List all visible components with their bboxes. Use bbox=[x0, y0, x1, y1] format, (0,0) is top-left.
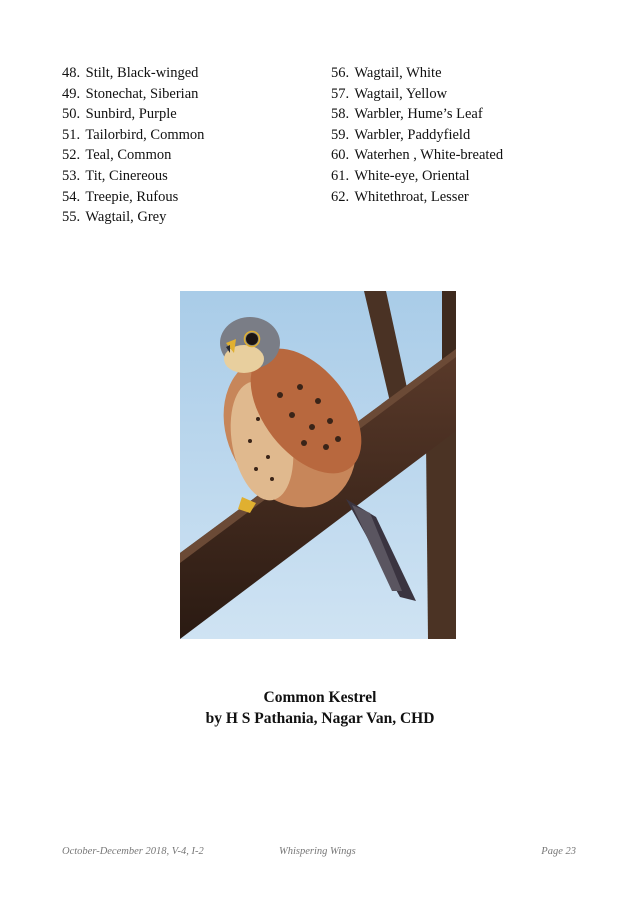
list-item: 61. White-eye, Oriental bbox=[331, 167, 470, 184]
list-item: 48. Stilt, Black-winged bbox=[62, 65, 199, 81]
list-item: 54. Treepie, Rufous bbox=[62, 188, 179, 205]
list-item: 60. Waterhen , White-breated bbox=[331, 147, 504, 164]
list-item: 55. Wagtail, Grey bbox=[62, 209, 167, 226]
species-list-left bbox=[62, 63, 312, 228]
list-item: 49. Stonechat, Siberian bbox=[62, 85, 199, 102]
list-item: 56. Wagtail, White bbox=[331, 65, 442, 81]
footer-issue: October-December 2018, V-4, I-2 bbox=[62, 846, 204, 857]
list-item: 59. Warbler, Paddyfield bbox=[331, 126, 471, 143]
photo-caption bbox=[0, 687, 640, 729]
caption-credit: by H S Pathania, Nagar Van, CHD bbox=[205, 710, 435, 727]
list-item: 57. Wagtail, Yellow bbox=[331, 85, 448, 102]
list-item: 58. Warbler, Hume’s Leaf bbox=[331, 106, 483, 123]
caption-title: Common Kestrel bbox=[263, 689, 377, 706]
list-item: 52. Teal, Common bbox=[62, 147, 172, 164]
footer-page-number: Page 23 bbox=[541, 846, 576, 857]
list-item: 50. Sunbird, Purple bbox=[62, 106, 177, 123]
footer-journal: Whispering Wings bbox=[279, 846, 356, 857]
list-item: 53. Tit, Cinereous bbox=[62, 167, 168, 184]
list-item: 51. Tailorbird, Common bbox=[62, 126, 205, 143]
kestrel-photo bbox=[180, 291, 456, 639]
species-list-right bbox=[331, 63, 591, 207]
list-item: 62. Whitethroat, Lesser bbox=[331, 188, 469, 205]
